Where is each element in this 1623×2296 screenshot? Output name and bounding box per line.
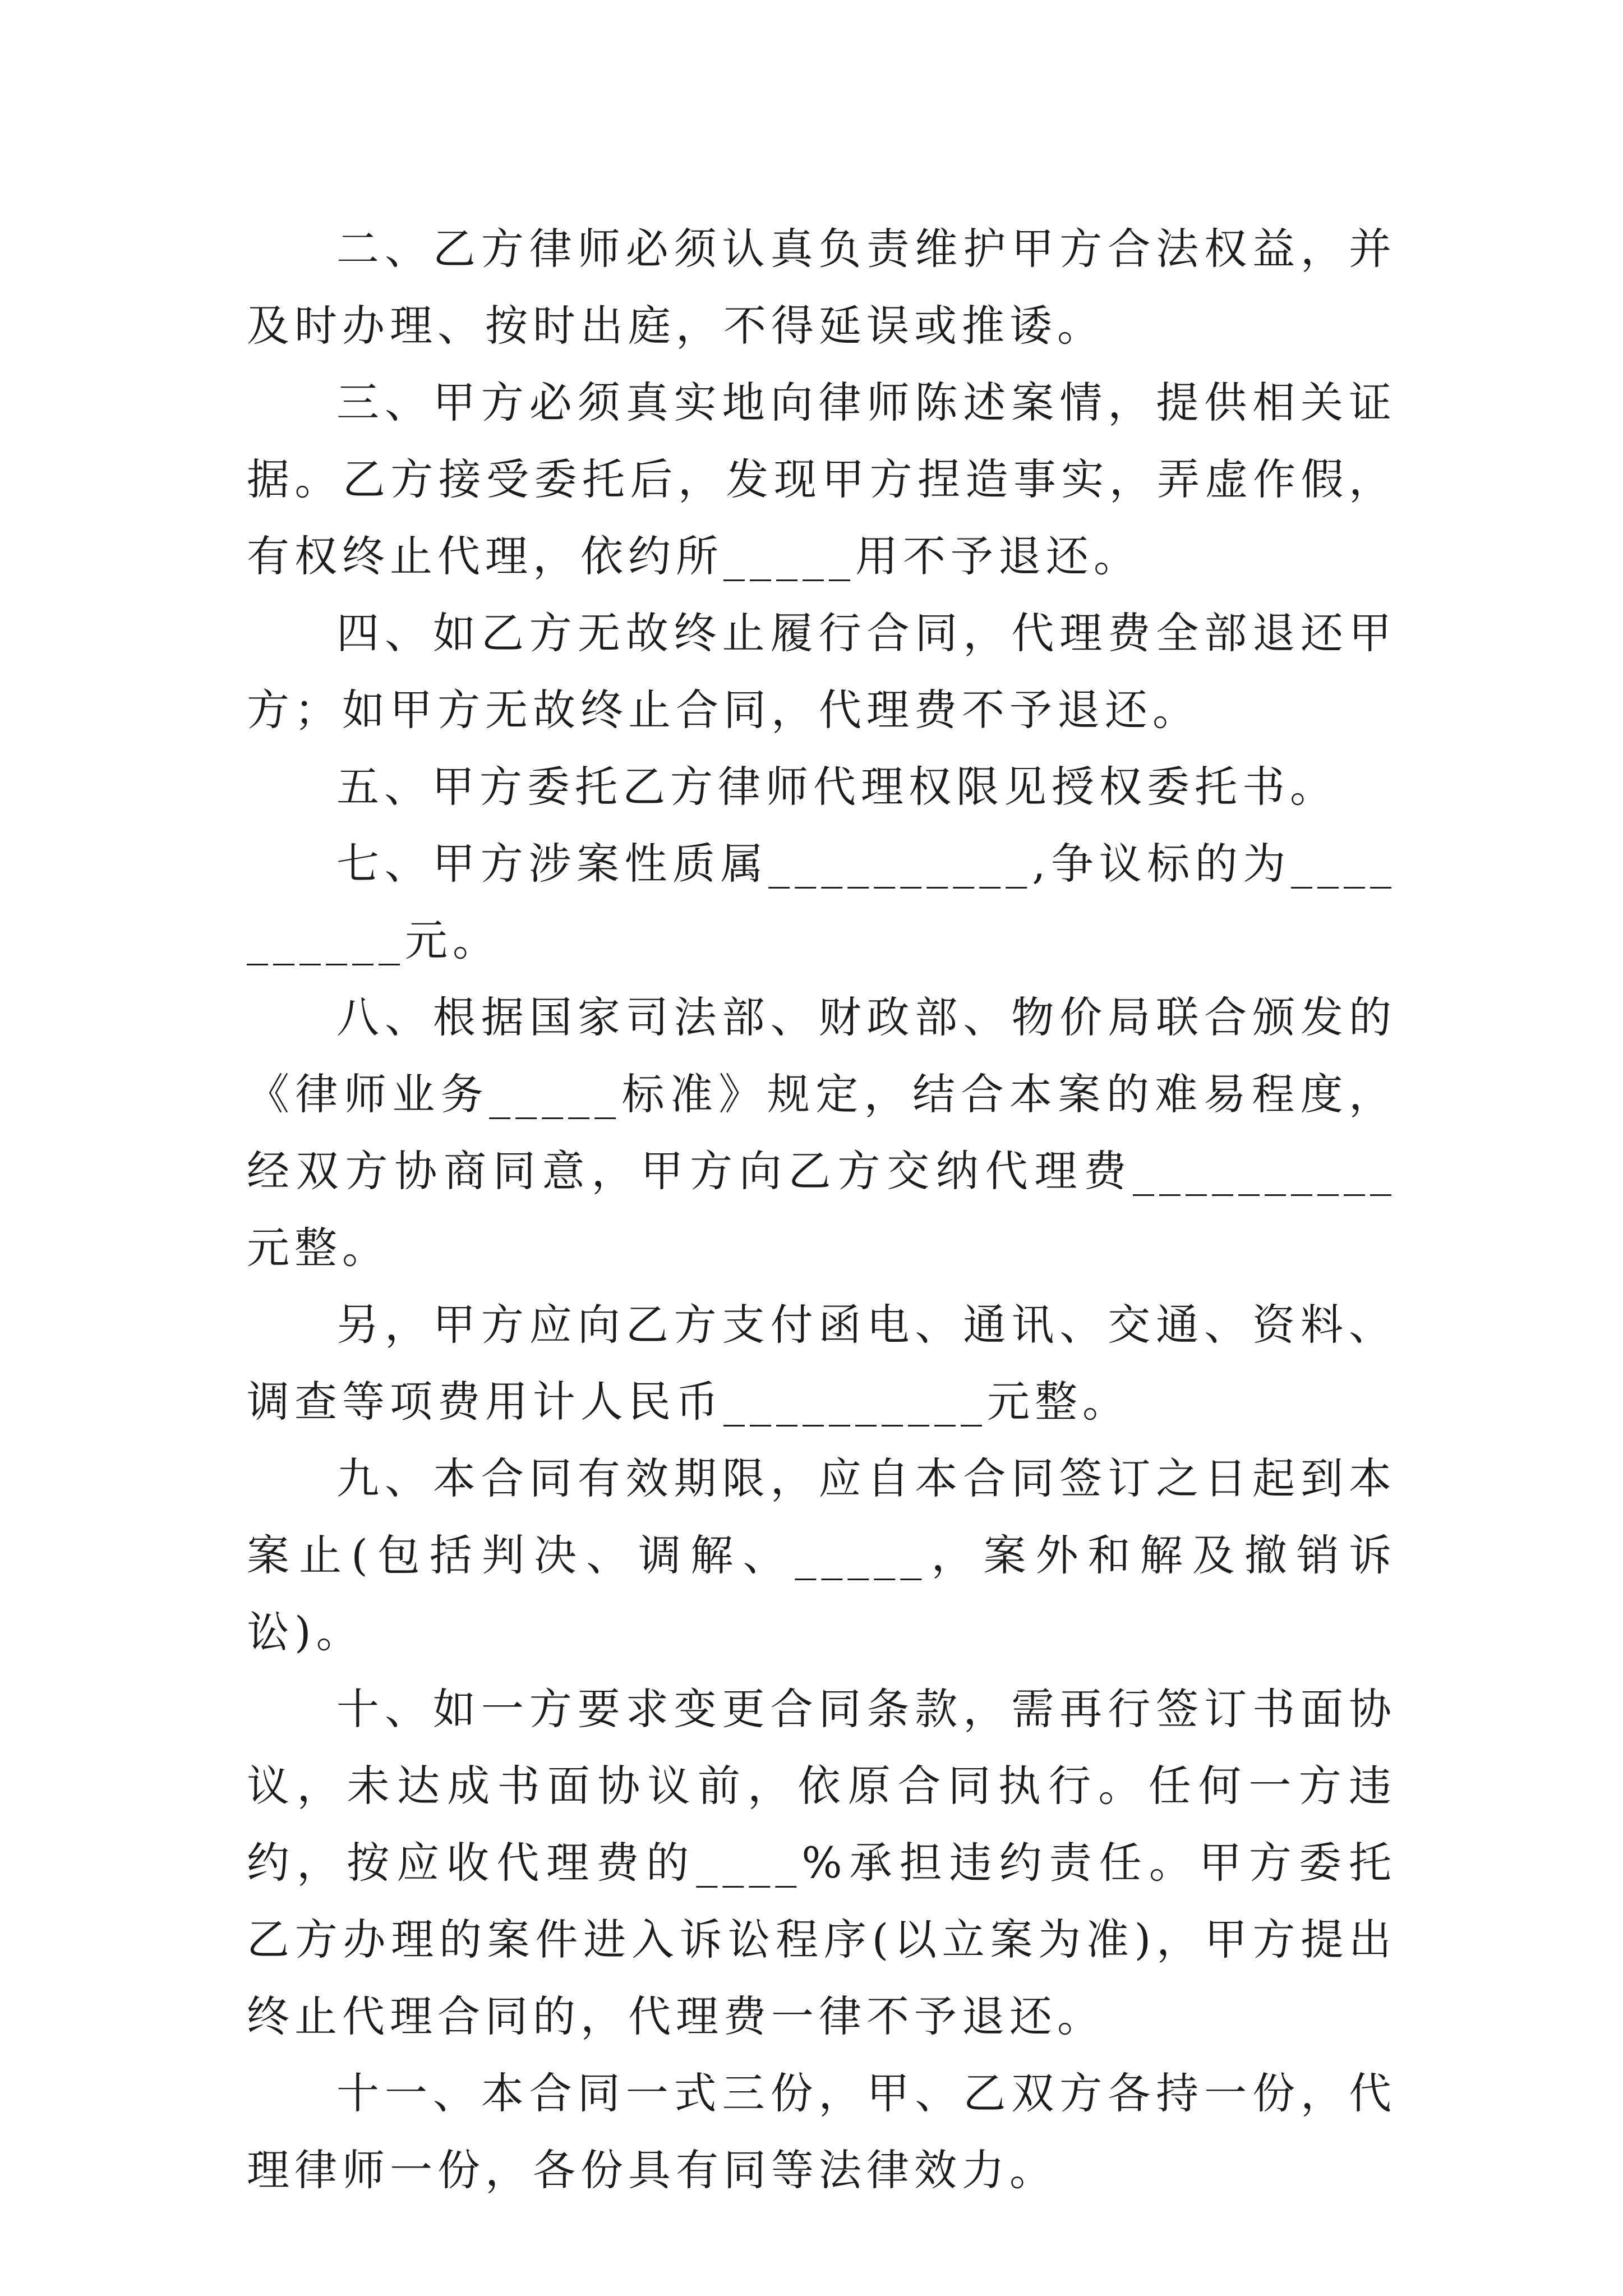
clause-7: 七、甲方涉案性质属__________,争议标的为__________元。 [247, 839, 1396, 965]
clause-3: 三、甲方必须真实地向律师陈述案情，提供相关证据。乙方接受委托后，发现甲方捏造事实，弄虚作假，有权终止代理，依约所_____用不予退还。 [247, 378, 1396, 581]
document-body [247, 210, 1396, 2208]
clause-4: 四、如乙方无故终止履行合同，代理费全部退还甲方；如甲方无故终止合同，代理费不予退还。 [247, 608, 1396, 735]
clause-9: 九、本合同有效期限，应自本合同签订之日起到本案止(包括判决、调解、_____，案外和解及撤销诉讼)。 [247, 1453, 1396, 1657]
clause-5: 五、甲方委托乙方律师代理权限见授权委托书。 [336, 762, 1338, 812]
clause-2: 二、乙方律师必须认真负责维护甲方合法权益，并及时办理、按时出庭，不得延误或推诿。 [247, 224, 1396, 351]
clause-8-additional-fees: 另，甲方应向乙方支付函电、通讯、交通、资料、调查等项费用计人民币__________元整。 [247, 1300, 1396, 1427]
clause-11: 十一、本合同一式三份，甲、乙双方各持一份，代理律师一份，各份具有同等法律效力。 [247, 2068, 1396, 2195]
clause-10: 十、如一方要求变更合同条款，需再行签订书面协议，未达成书面协议前，依原合同执行。任何一方违约，按应收代理费的____%承担违约责任。甲方委托乙方办理的案件进入诉讼程序(以立案为准)，甲方提出终止代理合同的，代理费一律不予退还。 [247, 1684, 1396, 2041]
clause-8: 八、根据国家司法部、财政部、物价局联合颁发的《律师业务_____标准》规定，结合本案的难易程度，经双方协商同意，甲方向乙方交纳代理费__________元整。 [247, 992, 1396, 1273]
